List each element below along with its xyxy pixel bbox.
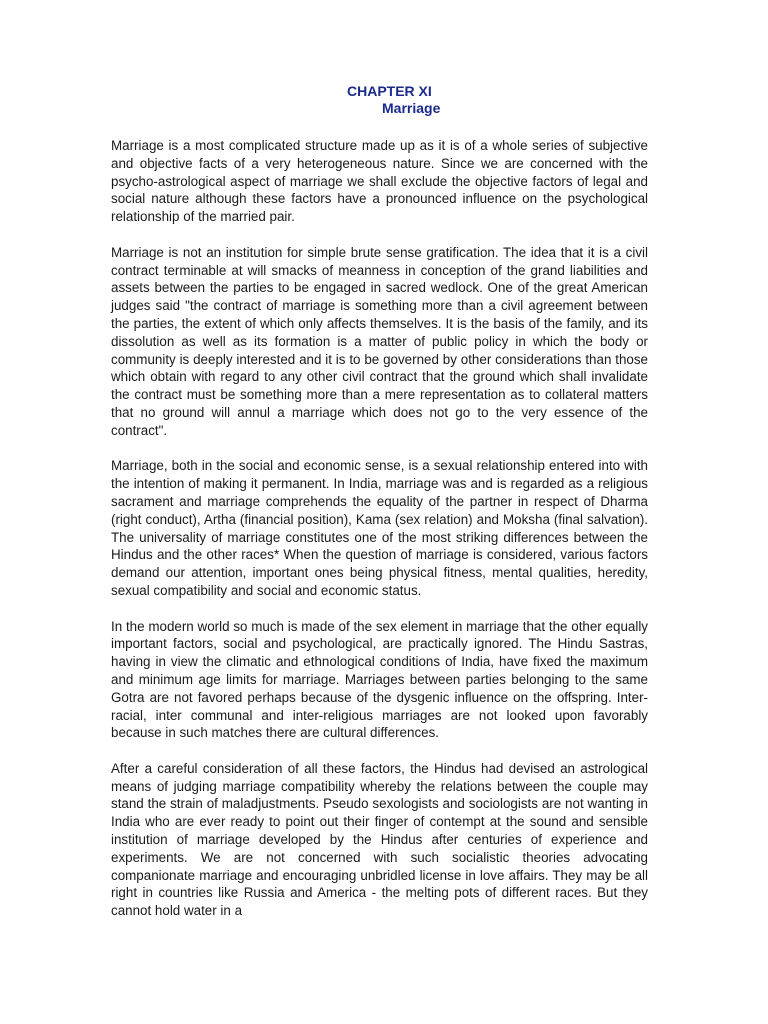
chapter-number: CHAPTER XI — [347, 83, 432, 99]
body-text — [111, 137, 648, 938]
paragraph: After a careful consideration of all these factors, the Hindus had devised an astrological means of judging marriage compatibility whereby the relations between the couple may stand the strain of maladjustments. Pseudo sexologists and sociologists are not wanting in India who are ever ready to point out their finger of contempt at the sound and sensible institution of marriage developed by the Hindus after centuries of experience and experiments. We are not concerned with such socialistic theories advocating companionate marriage and encouraging unbridled license in love affairs. They may be all right in countries like Russia and America - the melting pots of different races. But they cannot hold water in a — [111, 760, 648, 919]
paragraph: Marriage is a most complicated structure made up as it is of a whole series of subjective and objective facts of a very heterogeneous nature. Since we are concerned with the psycho-astrological aspect of marriage we shall exclude the objective factors of legal and social nature although these factors have a pronounced influence on the psychological relationship of the married pair. — [111, 138, 648, 225]
paragraph: In the modern world so much is made of the sex element in marriage that the other equally important factors, social and psychological, are practically ignored. The Hindu Sastras, having in view the climatic and ethnological conditions of India, have fixed the maximum and minimum age limits for marriage. Marriages between parties belonging to the same Gotra are not favored perhaps because of the dysgenic influence on the offspring. Inter-racial, inter communal and inter-religious marriages are not looked upon favorably because in such matches there are cultural differences. — [111, 618, 648, 741]
chapter-title: Marriage — [382, 100, 441, 116]
paragraph: Marriage is not an institution for simple brute sense gratification. The idea that it is a civil contract terminable at will smacks of meanness in conception of the grand liabilities and assets between the parties to be engaged in sacred wedlock. One of the great American judges said "the contract of marriage is something more than a civil agreement between the parties, the extent of which only affects themselves. It is the basis of the family, and its dissolution as well as its formation is a matter of public policy in which the body or community is deeply interested and it is to be governed by other considerations than those which obtain with regard to any other civil contract that the ground which shall invalidate the contract must be something more than a mere representation as to collateral matters that no ground will annul a marriage which does not go to the very essence of the contract". — [111, 244, 648, 438]
paragraph: Marriage, both in the social and economic sense, is a sexual relationship entered into with the intention of making it permanent. In India, marriage was and is regarded as a religious sacrament and marriage comprehends the equality of the partner in respect of Dharma (right conduct), Artha (financial position), Kama (sex relation) and Moksha (final salvation). The universality of marriage constitutes one of the most striking differences between the Hindus and the other races* When the question of marriage is considered, various factors demand our attention, important ones being physical fitness, mental qualities, heredity, sexual compatibility and social and economic status. — [111, 458, 648, 598]
